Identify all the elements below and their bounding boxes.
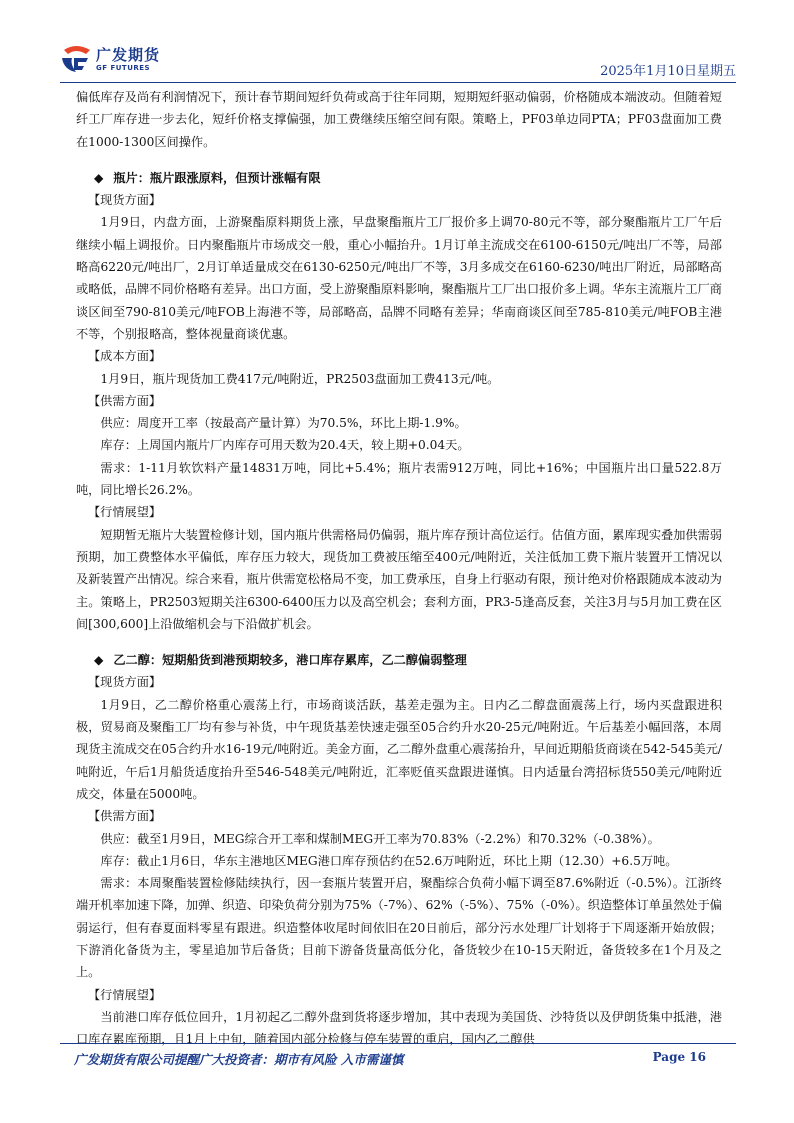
report-date: 2025年1月10日星期五	[600, 64, 736, 79]
bottle-spot-text: 1月9日，内盘方面，上游聚酯原料期货上涨，早盘聚酯瓶片工厂报价多上调70-80元不等，部分聚酯瓶片工厂午后继续小幅上调报价。日内聚酯瓶片市场成交一般，重心小幅抬升。1月订单主流成交在6100-6150元/吨出厂不等，局部略高6220元/吨出厂，2月订单适量成交在6130-6250元/吨出厂不等，3月多成交在6160-6230/吨出厂附近，局部略高或略低，品牌不同价格略有差异。出口方面，受上游聚酯原料影响，聚酯瓶片工厂出口报价多上调。华东主流瓶片工厂商谈区间至790-810美元/吨FOB上海港不等，局部略高，品牌不同略有差异；华南商谈区间至785-810美元/吨FOB主港不等，个别报略高，整体视量商谈优惠。	[76, 215, 722, 341]
bottle-cost-text: 1月9日，瓶片现货加工费417元/吨附近，PR2503盘面加工费413元/吨。	[100, 371, 500, 386]
meg-spot-text: 1月9日，乙二醇价格重心震荡上行，市场商谈活跃，基差走强为主。日内乙二醇盘面震荡上行，场内买盘跟进积极，贸易商及聚酯工厂均有参与补货，中午现货基差快速走强至05合约升水20-25元/吨附近。午后基差小幅回落，本周现货主流成交在05合约升水16-19元/吨附近。美金方面，乙二醇外盘重心震荡抬升，早间近期船货商谈在542-545美元/吨附近，午后1月船货适度抬升至546-548美元/吨附近，汇率贬值买盘跟进谨慎。日内适量台湾招标货550美元/吨附近成交，体量在5000吨。	[76, 697, 722, 801]
bottle-supply-text: 供应：周度开工率（按最高产量计算）为70.5%，环比上期-1.9%。	[100, 416, 467, 431]
intro-paragraph: 偏低库存及尚有利润情况下，预计春节期间短纤负荷或高于往年同期，短期短纤驱动偏弱，价格随成本端波动。但随着短纤工厂库存进一步去化，短纤价格支撑偏强，加工费继续压缩空间有限。策略上，PF03单边同PTA；PF03盘面加工费在1000-1300区间操作。	[76, 90, 722, 149]
section-title-meg-text: 乙二醇：短期船货到港预期较多，港口库存累库，乙二醇偏弱整理	[113, 653, 467, 668]
report-body	[76, 86, 722, 1050]
gf-logo-icon	[60, 44, 92, 74]
section-title-meg	[94, 649, 722, 671]
meg-outlook-text: 当前港口库存低位回升，1月初起乙二醇外盘到货将逐步增加，其中表现为美国货、沙特货以及伊朗货集中抵港，港口库存累库预期，且1月上中旬，随着国内部分检修与停车装置的重启，国内乙二醇供	[76, 1009, 722, 1047]
heading-outlook: 【行情展望】	[88, 987, 162, 1002]
heading-supply: 【供需方面】	[88, 393, 162, 408]
risk-notice: 广发期货有限公司提醒广大投资者：期市有风险 入市需谨慎	[74, 1052, 404, 1067]
bottle-demand-text: 需求：1-11月软饮料产量14831万吨，同比+5.4%；瓶片表需912万吨，同比+16%；中国瓶片出口量522.8万吨，同比增长26.2%。	[76, 460, 722, 498]
page-number: Page 16	[652, 1050, 706, 1064]
diamond-bullet-icon: ◆	[94, 170, 104, 185]
diamond-bullet-icon: ◆	[94, 653, 104, 668]
section-title-bottle-text: 瓶片：瓶片跟涨原料，但预计涨幅有限	[113, 170, 321, 185]
bottle-inventory-text: 库存：上周国内瓶片厂内库存可用天数为20.4天，较上期+0.04天。	[100, 438, 470, 453]
heading-supply: 【供需方面】	[88, 809, 162, 824]
page-header	[60, 42, 736, 83]
bottle-outlook-text: 短期暂无瓶片大装置检修计划，国内瓶片供需格局仍偏弱，瓶片库存预计高位运行。估值方面，累库现实叠加供需弱预期，加工费整体水平偏低，库存压力较大，现货加工费被压缩至400元/吨附近，关注低加工费下瓶片装置开工情况以及新装置产出情况。综合来看，瓶片供需宽松格局不变，加工费承压，自身上行驱动有限，预计绝对价格跟随成本波动为主。策略上，PR2503短期关注6300-6400压力以及高空机会；套利方面，PR3-5逢高反套，关注3月与5月加工费在区间[300,600]上沿做缩机会与下沿做扩机会。	[76, 527, 722, 631]
page-footer	[60, 1043, 736, 1070]
company-logo	[60, 42, 170, 78]
logo-text-en: GF FUTURES	[96, 64, 151, 72]
meg-demand-text: 需求：本周聚酯装置检修陆续执行，因一套瓶片装置开启，聚酯综合负荷小幅下调至87.6%附近（-0.5%）。江浙终端开机率加速下降，加弹、织造、印染负荷分别为75%（-7%）、62%（-5%）、75%（-0%）。织造整体订单虽然处于偏弱运行，但有春夏面料零星有跟进。织造整体收尾时间依旧在20日前后，部分污水处理厂计划将于下周逐渐开始放假；下游消化备货为主，零星追加节后备货；目前下游备货量高低分化，备货较少在10-15天附近，备货较多在1个月及之上。	[76, 876, 722, 980]
heading-spot: 【现货方面】	[88, 675, 162, 690]
meg-supply-text: 供应：截至1月9日，MEG综合开工率和煤制MEG开工率为70.83%（-2.2%）和70.32%（-0.38%）。	[100, 831, 660, 846]
logo-text-cn: 广发期货	[96, 46, 161, 64]
meg-inventory-text: 库存：截止1月6日，华东主港地区MEG港口库存预估约在52.6万吨附近，环比上期（12.30）+6.5万吨。	[100, 853, 678, 868]
heading-cost: 【成本方面】	[88, 349, 162, 364]
section-title-bottle	[94, 167, 722, 189]
heading-outlook: 【行情展望】	[88, 505, 162, 520]
heading-spot: 【现货方面】	[88, 193, 162, 208]
